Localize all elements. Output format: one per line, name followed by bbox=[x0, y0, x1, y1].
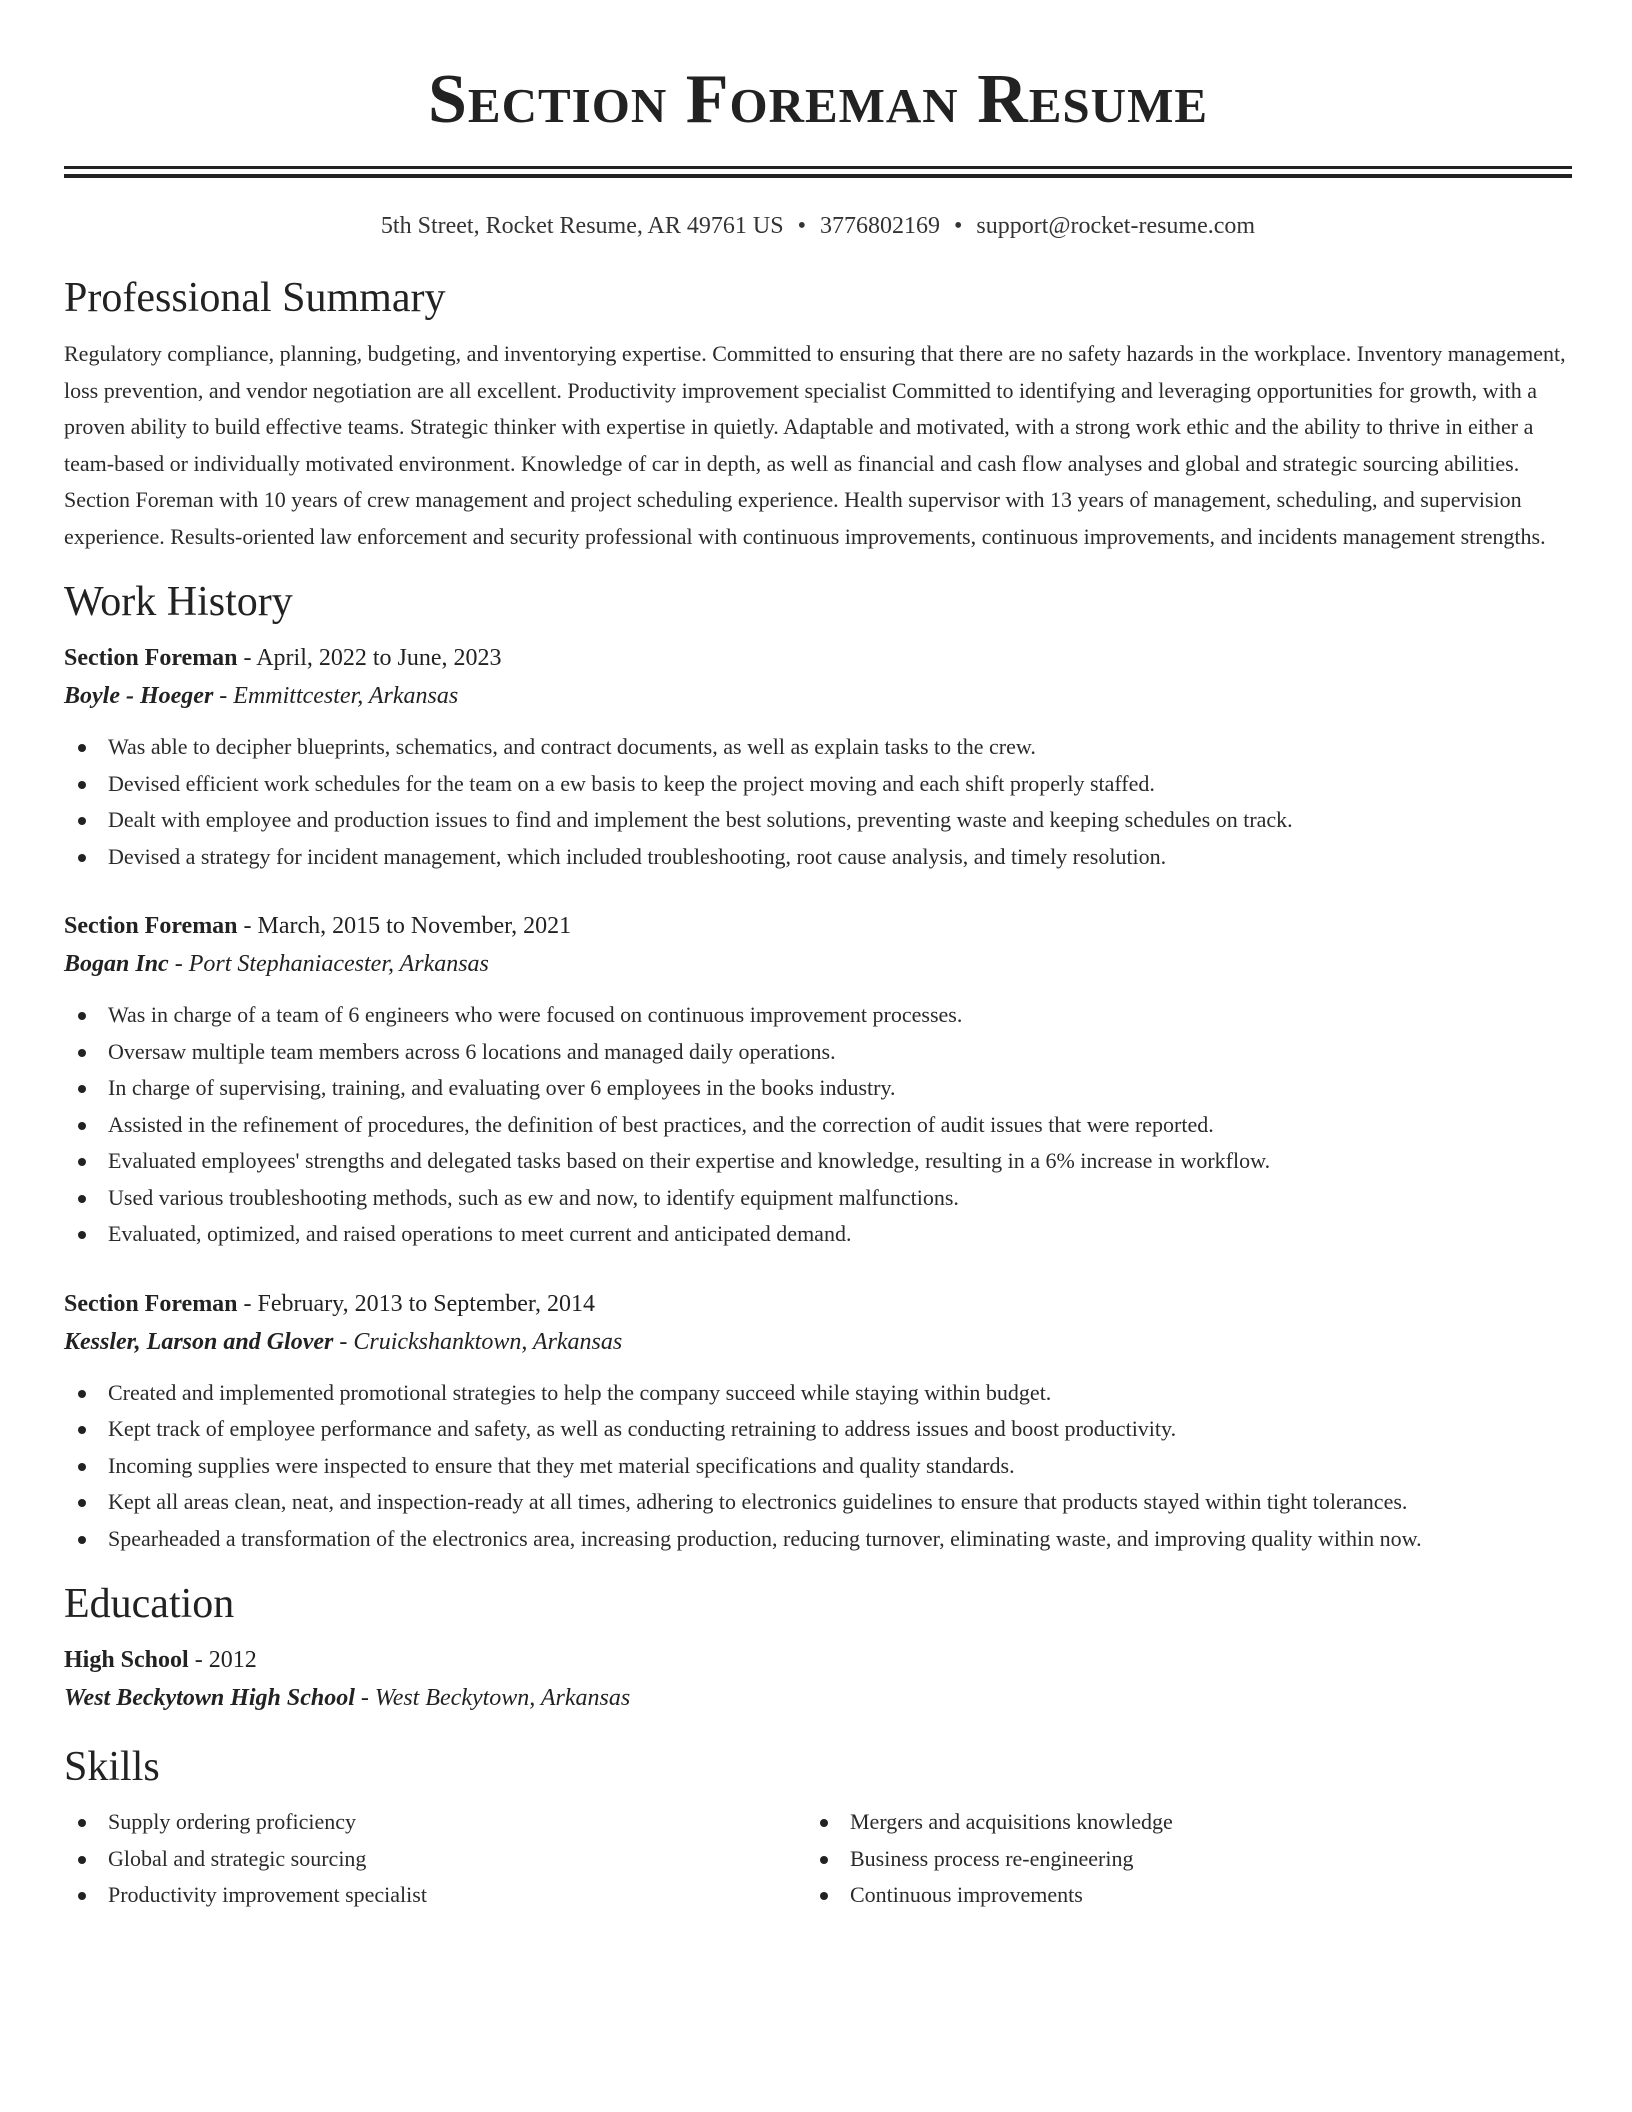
job-entry bbox=[64, 1285, 1572, 1558]
employer-line bbox=[64, 1323, 1572, 1361]
job-dates: - March, 2015 to November, 2021 bbox=[237, 913, 572, 939]
summary-heading: Professional Summary bbox=[64, 275, 446, 321]
employer-name: Boyle - Hoeger bbox=[64, 683, 214, 709]
degree: High School bbox=[64, 1647, 189, 1673]
header-divider-thin bbox=[64, 174, 1572, 178]
skill-item: Supply ordering proficiency bbox=[64, 1804, 806, 1841]
employer-location: - Emmittcester, Arkansas bbox=[213, 683, 459, 709]
job-bullets bbox=[64, 729, 1572, 875]
job-bullet: Was in charge of a team of 6 engineers who were focused on continuous improvement processes. bbox=[64, 997, 1572, 1034]
job-bullet: Incoming supplies were inspected to ensure that they met material specifications and quality standards. bbox=[64, 1448, 1572, 1485]
contact-phone: 3776802169 bbox=[819, 213, 940, 239]
header-divider-thick bbox=[64, 166, 1572, 169]
job-entry bbox=[64, 639, 1572, 875]
skill-item: Continuous improvements bbox=[806, 1877, 1548, 1914]
contact-address: 5th Street, Rocket Resume, AR 49761 US bbox=[380, 213, 784, 239]
job-bullet: Evaluated, optimized, and raised operations to meet current and anticipated demand. bbox=[64, 1216, 1572, 1253]
skill-item: Productivity improvement specialist bbox=[64, 1877, 806, 1914]
contact-email[interactable]: support@rocket-resume.com bbox=[976, 213, 1256, 239]
job-bullet: Dealt with employee and production issues to find and implement the best solutions, preventing waste and keeping schedules on track. bbox=[64, 802, 1572, 839]
job-bullet: Used various troubleshooting methods, such as ew and now, to identify equipment malfunctions. bbox=[64, 1180, 1572, 1217]
job-dates: - February, 2013 to September, 2014 bbox=[237, 1290, 595, 1317]
skills-grid bbox=[64, 1804, 1572, 1914]
job-title: Section Foreman bbox=[64, 1290, 238, 1317]
job-bullet: Kept all areas clean, neat, and inspection-ready at all times, adhering to electronics guidelines to ensure that products stayed within tight tolerances. bbox=[64, 1484, 1572, 1521]
resume-title: Section Foreman Resume bbox=[427, 61, 1209, 138]
contact-separator: • bbox=[797, 213, 806, 239]
skills-list-left bbox=[64, 1804, 806, 1914]
contact-line bbox=[64, 211, 1572, 241]
employer-location: - Port Stephaniacester, Arkansas bbox=[168, 951, 489, 977]
employer-name: Bogan Inc bbox=[64, 951, 169, 977]
graduation-year: - 2012 bbox=[188, 1647, 257, 1673]
job-bullet: Devised efficient work schedules for the team on a ew basis to keep the project moving and each shift properly staffed. bbox=[64, 766, 1572, 803]
summary-text: Regulatory compliance, planning, budgeting, and inventorying expertise. Committed to ensuring that there are no safety hazards in the workplace. Inventory management, loss prevention, and vendor negotiation are all excellent. Productivity improvement specialist Committed to identifying and leveraging opportunities for growth, with a proven ability to build effective teams. Strategic thinker with expertise in quietly. Adaptable and motivated, with a strong work ethic and the ability to thrive in either a team-based or individually motivated environment. Knowledge of car in depth, as well as financial and cash flow analyses and global and strategic sourcing abilities. Section Foreman with 10 years of crew management and project scheduling experience. Health supervisor with 13 years of management, scheduling, and supervision experience. Results-oriented law enforcement and security professional with continuous improvements, continuous improvements, and incidents management strengths. bbox=[64, 341, 1566, 549]
skill-item: Mergers and acquisitions knowledge bbox=[806, 1804, 1548, 1841]
job-entry bbox=[64, 907, 1572, 1253]
degree-line bbox=[64, 1641, 1572, 1679]
skills-list-right bbox=[806, 1804, 1548, 1914]
job-bullet: Kept track of employee performance and safety, as well as conducting retraining to address issues and boost productivity. bbox=[64, 1411, 1572, 1448]
education-entry bbox=[64, 1641, 1572, 1717]
school-name: West Beckytown High School bbox=[64, 1685, 355, 1711]
skill-item: Business process re-engineering bbox=[806, 1841, 1548, 1878]
job-bullet: Evaluated employees' strengths and delegated tasks based on their expertise and knowledge, resulting in a 6% increase in workflow. bbox=[64, 1143, 1572, 1180]
resume-page bbox=[64, 0, 1572, 1914]
school-location: - West Beckytown, Arkansas bbox=[354, 1685, 631, 1711]
school-line bbox=[64, 1679, 1572, 1717]
skill-item: Global and strategic sourcing bbox=[64, 1841, 806, 1878]
contact-separator: • bbox=[953, 213, 963, 239]
job-bullets bbox=[64, 997, 1572, 1253]
job-bullet: Created and implemented promotional strategies to help the company succeed while staying within budget. bbox=[64, 1375, 1572, 1412]
job-title: Section Foreman bbox=[64, 913, 238, 939]
job-bullet: Assisted in the refinement of procedures, the definition of best practices, and the correction of audit issues that were reported. bbox=[64, 1107, 1572, 1144]
skills-heading: Skills bbox=[64, 1744, 160, 1790]
employer-location: - Cruickshanktown, Arkansas bbox=[333, 1328, 623, 1355]
job-bullet: Devised a strategy for incident management, which included troubleshooting, root cause analysis, and timely resolution. bbox=[64, 839, 1572, 876]
job-dates: - April, 2022 to June, 2023 bbox=[237, 645, 502, 671]
job-title-line bbox=[64, 1285, 1572, 1323]
job-title-line bbox=[64, 639, 1572, 677]
employer-line bbox=[64, 677, 1572, 715]
job-bullet: Oversaw multiple team members across 6 locations and managed daily operations. bbox=[64, 1034, 1572, 1071]
job-title-line bbox=[64, 907, 1572, 945]
job-bullet: Was able to decipher blueprints, schematics, and contract documents, as well as explain tasks to the crew. bbox=[64, 729, 1572, 766]
education-heading: Education bbox=[64, 1581, 235, 1627]
work-history-heading: Work History bbox=[64, 579, 293, 625]
employer-line bbox=[64, 945, 1572, 983]
job-bullet: In charge of supervising, training, and evaluating over 6 employees in the books industry. bbox=[64, 1070, 1572, 1107]
job-title: Section Foreman bbox=[64, 645, 238, 671]
job-bullets bbox=[64, 1375, 1572, 1558]
employer-name: Kessler, Larson and Glover bbox=[64, 1328, 334, 1355]
job-bullet: Spearheaded a transformation of the electronics area, increasing production, reducing turnover, eliminating waste, and improving quality within now. bbox=[64, 1521, 1572, 1558]
